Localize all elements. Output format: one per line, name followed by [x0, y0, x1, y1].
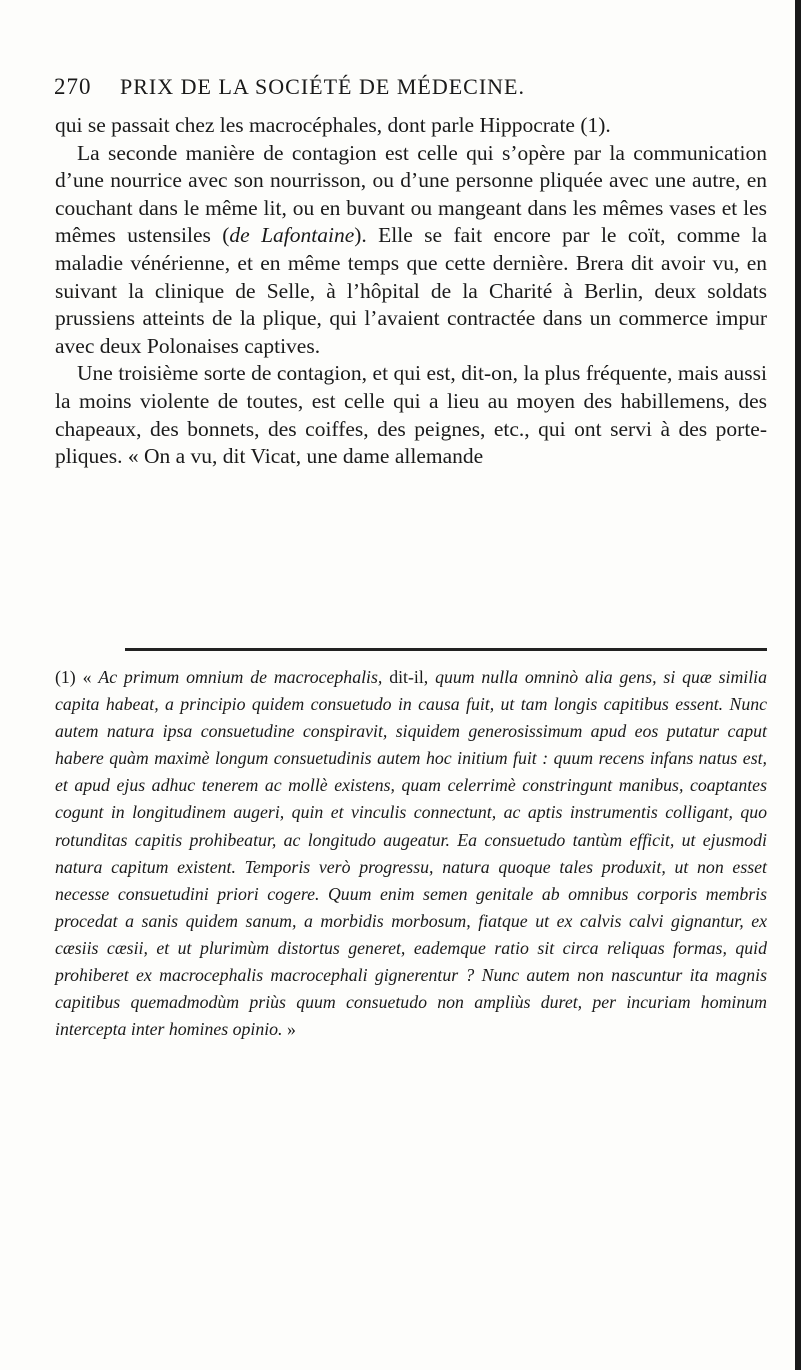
footnote-dit: dit-il,	[382, 667, 436, 687]
running-header	[54, 74, 754, 100]
paragraph-2-text-b: ). Elle se fait encore par le coït, comme la maladie vénérienne, et en même temps que cette dernière. Brera dit avoir vu, en suivant la clinique de Selle, à l’hôpital de la Charité à Berlin, deux soldats prussiens atteints de la plique, qui l’avaient contractée dans un commerce impur avec deux Polonaises captives.	[55, 223, 768, 358]
paragraph-3: Une troisième sorte de contagion, et qui est, dit-on, la plus fréquente, mais aussi la moins violente de toutes, est celle qui a lieu au moyen des habillemens, des chapeaux, des bonnets, des coiffes, des peignes, etc., qui ont servi à des porte-pliques. « On a vu, dit Vicat, une dame allemande	[55, 361, 767, 469]
paragraph-2	[55, 140, 767, 361]
page-edge-shadow	[795, 0, 801, 1370]
paragraph-2-citation: de Lafontaine	[229, 223, 355, 248]
paragraph-2-text-a: La seconde manière de contagion est celle qui s’opère par la communication d’une nourrice avec son nourrisson, ou d’une personne pliquée avec une autre, en couchant dans le même lit, ou en buvant ou mangeant dans les mêmes vases et les mêmes ustensiles (	[55, 140, 767, 248]
footnote-close-quote: »	[282, 1019, 296, 1040]
footnote-divider	[125, 648, 767, 651]
page-number: 270	[54, 74, 92, 99]
main-text	[55, 112, 767, 471]
footnote-latin-1: Ac primum omnium de macrocephalis,	[98, 667, 383, 687]
running-title: PRIX DE LA SOCIÉTÉ DE MÉDECINE.	[120, 74, 525, 99]
paragraph-1: qui se passait chez les macrocéphales, dont parle Hippocrate (1).	[55, 113, 611, 137]
footnote-latin-2: quum nulla omninò alia gens, si quæ similia capita habeat, a principio quidem consuetudo in causa fuit, ut tam longis capitibus essent. Nunc autem natura ipsa consuetudine conspiravit, siquidem generosissimum apud eos putatur caput habere quàm maximè longum consuetudinis autem hoc initium fuit : quum recens infans natus est, et apud ejus adhuc tenerem ac mollè existens, quam celerrimè constringunt manibus, coaptantes cogunt in longitudinem augeri, quin et vinculis connectunt, ac aptis instrumentis colligant, quo rotunditas capitis prohibeatur, ac longitudo augeatur. Ea consuetudo tantùm efficit, ut ejusmodi natura capitum existent. Temporis verò progressu, natura quoque tales produxit, ut non esset necesse consuetudini priori cogere. Quum enim semen genitale ab omnibus corporis membris procedat a sanis quidem sanum, a morbidis morbosum, fiatque ut ex calvis calvi gignantur, ex cæsiis cæsii, et ut plurimùm distortus generet, eademque ratio sit circa reliquas formas, quid prohiberet ex macrocephalis macrocephali gignerentur ? Nunc autem non nascuntur ita magnis capitibus quemadmodùm priùs quum consuetudo non ampliùs duret, per incuriam hominum intercepta inter homines opinio.	[55, 667, 768, 1040]
footnote	[55, 664, 767, 1043]
footnote-marker: (1) «	[55, 667, 99, 687]
